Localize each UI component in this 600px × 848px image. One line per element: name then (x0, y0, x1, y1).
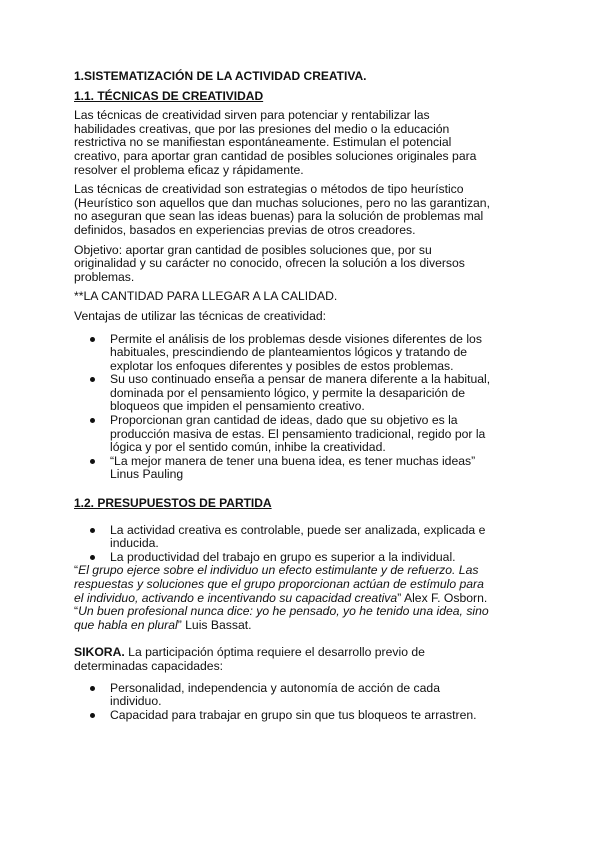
list-item-text: La productividad del trabajo en grupo es superior a la individual. (110, 549, 456, 564)
bullet-icon (90, 555, 95, 560)
paragraph-heuristico: Las técnicas de creatividad son estrategias o métodos de tipo heurístico (Heurístico son aquellos que dan muchas soluciones, pero no las garantizan, no aseguran que sean las ideas buenas) para la solución de problemas mal definidos, basados en experiencias previas de otros creadores. (74, 182, 490, 237)
quote-text: Un buen profesional nunca dice: yo he pensado, yo he tenido una idea, sino que habla en plural (74, 604, 489, 632)
sikora-text: La participación óptima requiere el desarrollo previo de determinadas capacidades: (74, 645, 425, 673)
list-item-text: “La mejor manera de tener una buena idea, es tener muchas ideas” Linus Pauling (110, 453, 476, 482)
sikora-label: SIKORA. (74, 645, 125, 660)
quote-attribution: ” Luis Bassat. (177, 617, 252, 632)
paragraph-intro: Las técnicas de creatividad sirven para potenciar y rentabilizar las habilidades creativas, que por las presiones del medio o la educación restrictiva no se manifiestan espontáneamente. Estimulan el potencial creativo, para aportar gran cantidad de posibles soluciones originales para resolver el problema eficaz y rápidamente. (74, 108, 477, 177)
list-item (74, 524, 494, 551)
list-item-text: Proporcionan gran cantidad de ideas, dado que su objetivo es la producción masiva de estas. El pensamiento tradicional, regido por la lógica y por el sentido común, inhibe la creatividad. (110, 413, 486, 455)
quote-open-mark: “ (74, 604, 79, 619)
ventajas-list (74, 333, 494, 483)
list-item-text: Su uso continuado enseña a pensar de manera diferente a la habitual, dominada por el pensamiento lógico, y permite la desaparición de bloqueos que impiden el pensamiento creativo. (110, 372, 491, 414)
bullet-icon (90, 686, 95, 691)
subsection-title-presupuestos: 1.2. PRESUPUESTOS DE PARTIDA (74, 496, 272, 511)
bullet-icon (90, 528, 95, 533)
quote-open-mark: “ (74, 563, 79, 578)
capacidades-list (74, 682, 494, 723)
bullet-icon (90, 459, 95, 464)
section-title: 1.SISTEMATIZACIÓN DE LA ACTIVIDAD CREATIVA. (74, 69, 367, 83)
bullet-icon (90, 337, 95, 342)
list-item-text: Permite el análisis de los problemas desde visiones diferentes de los habituales, prescindiendo de planteamientos lógicos y tratando de explotar los enfoques diferentes y posibles de estos problemas. (110, 331, 482, 373)
paragraph-ventajas-intro: Ventajas de utilizar las técnicas de creatividad: (74, 308, 327, 323)
list-item (74, 709, 494, 723)
paragraph-objetivo: Objetivo: aportar gran cantidad de posibles soluciones que, por su originalidad y su carácter no conocido, ofrecen la solución a los diversos problemas. (74, 242, 465, 284)
subsection-title-tecnicas: 1.1. TÉCNICAS DE CREATIVIDAD (74, 88, 264, 103)
list-item (74, 333, 494, 374)
quote-bassat (74, 605, 494, 632)
paragraph-cantidad-calidad: **LA CANTIDAD PARA LLEGAR A LA CALIDAD. (74, 289, 338, 304)
document-content (74, 70, 494, 722)
list-item (74, 682, 494, 709)
bullet-icon (90, 377, 95, 382)
list-item (74, 455, 494, 482)
list-item (74, 373, 494, 414)
list-item (74, 414, 494, 455)
presupuestos-list (74, 524, 494, 565)
list-item-text: Personalidad, independencia y autonomía de acción de cada individuo. (110, 680, 440, 709)
paragraph-sikora (74, 646, 494, 673)
list-item-text: La actividad creativa es controlable, puede ser analizada, explicada e inducida. (110, 522, 486, 551)
quote-attribution: ” Alex F. Osborn. (397, 590, 488, 605)
quote-text: El grupo ejerce sobre el individuo un efecto estimulante y de refuerzo. Las respuestas y soluciones que el grupo proporcionan actúan de estímulo para el individuo, activando e incentivando su capacidad creativa (74, 563, 484, 605)
bullet-icon (90, 713, 95, 718)
list-item (74, 551, 494, 565)
quote-osborn (74, 564, 494, 605)
bullet-icon (90, 418, 95, 423)
list-item-text: Capacidad para trabajar en grupo sin que tus bloqueos te arrastren. (110, 707, 477, 722)
